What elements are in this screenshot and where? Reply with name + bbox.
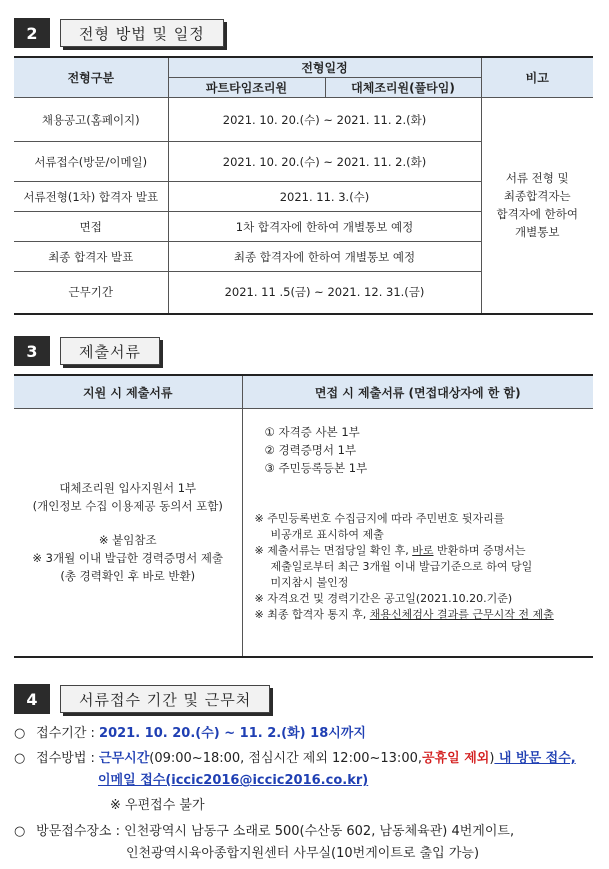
section-2-header bbox=[14, 18, 224, 48]
note-line: 최종합격자는 bbox=[503, 189, 571, 204]
section-3-header bbox=[14, 336, 160, 366]
note-line: 서류 전형 및 bbox=[505, 171, 569, 186]
schedule-table bbox=[14, 56, 593, 315]
table-row bbox=[14, 98, 593, 142]
col-header-type: 전형구분 bbox=[14, 57, 168, 98]
interview-note: 제출일로부터 최근 3개월 이내 발급기준으로 하여 당일 bbox=[270, 560, 533, 573]
row-type: 채용공고(홈페이지) bbox=[14, 98, 168, 142]
section-title: 전형 방법 및 일정 bbox=[60, 19, 224, 47]
interview-note: ※ 주민등록번호 수집금지에 따라 주민번호 뒷자리를 bbox=[254, 512, 505, 525]
interview-note: 비공개로 표시하여 제출 bbox=[270, 528, 384, 541]
section-title: 서류접수 기간 및 근무처 bbox=[60, 685, 270, 713]
col-header-apply: 지원 시 제출서류 bbox=[14, 375, 242, 409]
apply-note-line: ※ 붙임참조 bbox=[98, 533, 157, 548]
interview-note: ※ 자격요건 및 경력기간은 공고일(2021.10.20.기준) bbox=[254, 592, 513, 605]
row-type: 최종 합격자 발표 bbox=[14, 242, 168, 272]
email-link[interactable]: 이메일 접수(iccic2016@iccic2016.co.kr) bbox=[98, 773, 369, 788]
row-schedule: 2021. 10. 20.(수) ~ 2021. 11. 2.(화) bbox=[168, 142, 481, 182]
period-value: 2021. 10. 20.(수) ~ 11. 2.(화) 18시까지 bbox=[99, 726, 366, 741]
method-label: 접수방법 : bbox=[36, 751, 95, 766]
period-row bbox=[14, 722, 366, 741]
interview-item: ③ 주민등록등본 1부 bbox=[264, 461, 368, 475]
interview-docs-cell bbox=[242, 409, 593, 657]
place-row bbox=[14, 820, 514, 839]
bullet-icon: ○ bbox=[14, 751, 26, 766]
note-line: 합격자에 한하여 bbox=[496, 207, 578, 222]
period-label: 접수기간 : bbox=[36, 726, 95, 741]
section-number: 4 bbox=[14, 684, 50, 714]
col-header-note: 비고 bbox=[481, 57, 593, 98]
method-hours: 근무시간 bbox=[99, 751, 150, 766]
row-type: 면접 bbox=[14, 212, 168, 242]
interview-note: ※ 최종 합격자 통지 후, 채용신체검사 결과를 근무시작 전 제출 bbox=[254, 608, 554, 621]
row-schedule: 1차 합격자에 한하여 개별통보 예정 bbox=[168, 212, 481, 242]
method-visit: 내 방문 접수, bbox=[494, 751, 576, 766]
interview-note: 미지참시 불인정 bbox=[270, 576, 349, 589]
col-header-part-time: 파트타임조리원 bbox=[168, 78, 325, 98]
place-line: 인천광역시 남동구 소래로 500(수산동 602, 남동체육관) 4번게이트, bbox=[124, 824, 515, 839]
interview-item: ② 경력증명서 1부 bbox=[264, 443, 357, 457]
section-number: 2 bbox=[14, 18, 50, 48]
section-number: 3 bbox=[14, 336, 50, 366]
method-hours-detail: (09:00~18:00, 점심시간 제외 12:00~13:00, bbox=[149, 751, 422, 766]
apply-note-line: ※ 3개월 이내 발급한 경력증명서 제출 bbox=[32, 551, 224, 566]
section-title: 제출서류 bbox=[60, 337, 160, 365]
col-header-interview: 면접 시 제출서류 (면접대상자에 한 함) bbox=[242, 375, 593, 409]
row-schedule: 최종 합격자에 한하여 개별통보 예정 bbox=[168, 242, 481, 272]
col-header-schedule: 전형일정 bbox=[168, 57, 481, 78]
row-schedule: 2021. 11 .5(금) ~ 2021. 12. 31.(금) bbox=[168, 272, 481, 314]
apply-doc-line: 대체조리원 입사지원서 1부 bbox=[59, 481, 197, 496]
note-line: 개별통보 bbox=[515, 225, 560, 240]
method-row: ○ 접수방법 : 근무시간(09:00~18:00, 점심시간 제외 12:00~13:00,공휴일 제외) 내 방문 접수, bbox=[14, 751, 576, 766]
method-note: ※ 우편접수 불가 bbox=[110, 798, 205, 813]
method-email-row bbox=[98, 769, 368, 788]
bullet-icon: ○ bbox=[14, 824, 26, 839]
place-label: 방문접수장소 : bbox=[36, 824, 121, 839]
bullet-icon: ○ bbox=[14, 726, 26, 741]
apply-doc-line: (개인정보 수집 이용제공 동의서 포함) bbox=[32, 499, 223, 514]
row-schedule: 2021. 10. 20.(수) ~ 2021. 11. 2.(화) bbox=[168, 98, 481, 142]
method-holiday: 공휴일 제외 bbox=[422, 751, 490, 766]
apply-note-line: (총 경력확인 후 바로 반환) bbox=[60, 569, 196, 584]
row-type: 서류전형(1차) 합격자 발표 bbox=[14, 182, 168, 212]
interview-note: ※ 제출서류는 면접당일 확인 후, 바로 반환하며 증명서는 bbox=[254, 544, 526, 557]
row-type: 서류접수(방문/이메일) bbox=[14, 142, 168, 182]
documents-table bbox=[14, 374, 593, 658]
row-type: 근무기간 bbox=[14, 272, 168, 314]
col-header-full-time: 대체조리원(풀타임) bbox=[325, 78, 481, 98]
place-line: 인천광역시육아종합지원센터 사무실(10번게이트로 출입 가능) bbox=[126, 846, 480, 861]
row-schedule: 2021. 11. 3.(수) bbox=[168, 182, 481, 212]
interview-item: ① 자격증 사본 1부 bbox=[264, 425, 360, 439]
section-4-header bbox=[14, 684, 270, 714]
apply-docs-cell bbox=[14, 409, 242, 657]
note-cell bbox=[481, 98, 593, 314]
